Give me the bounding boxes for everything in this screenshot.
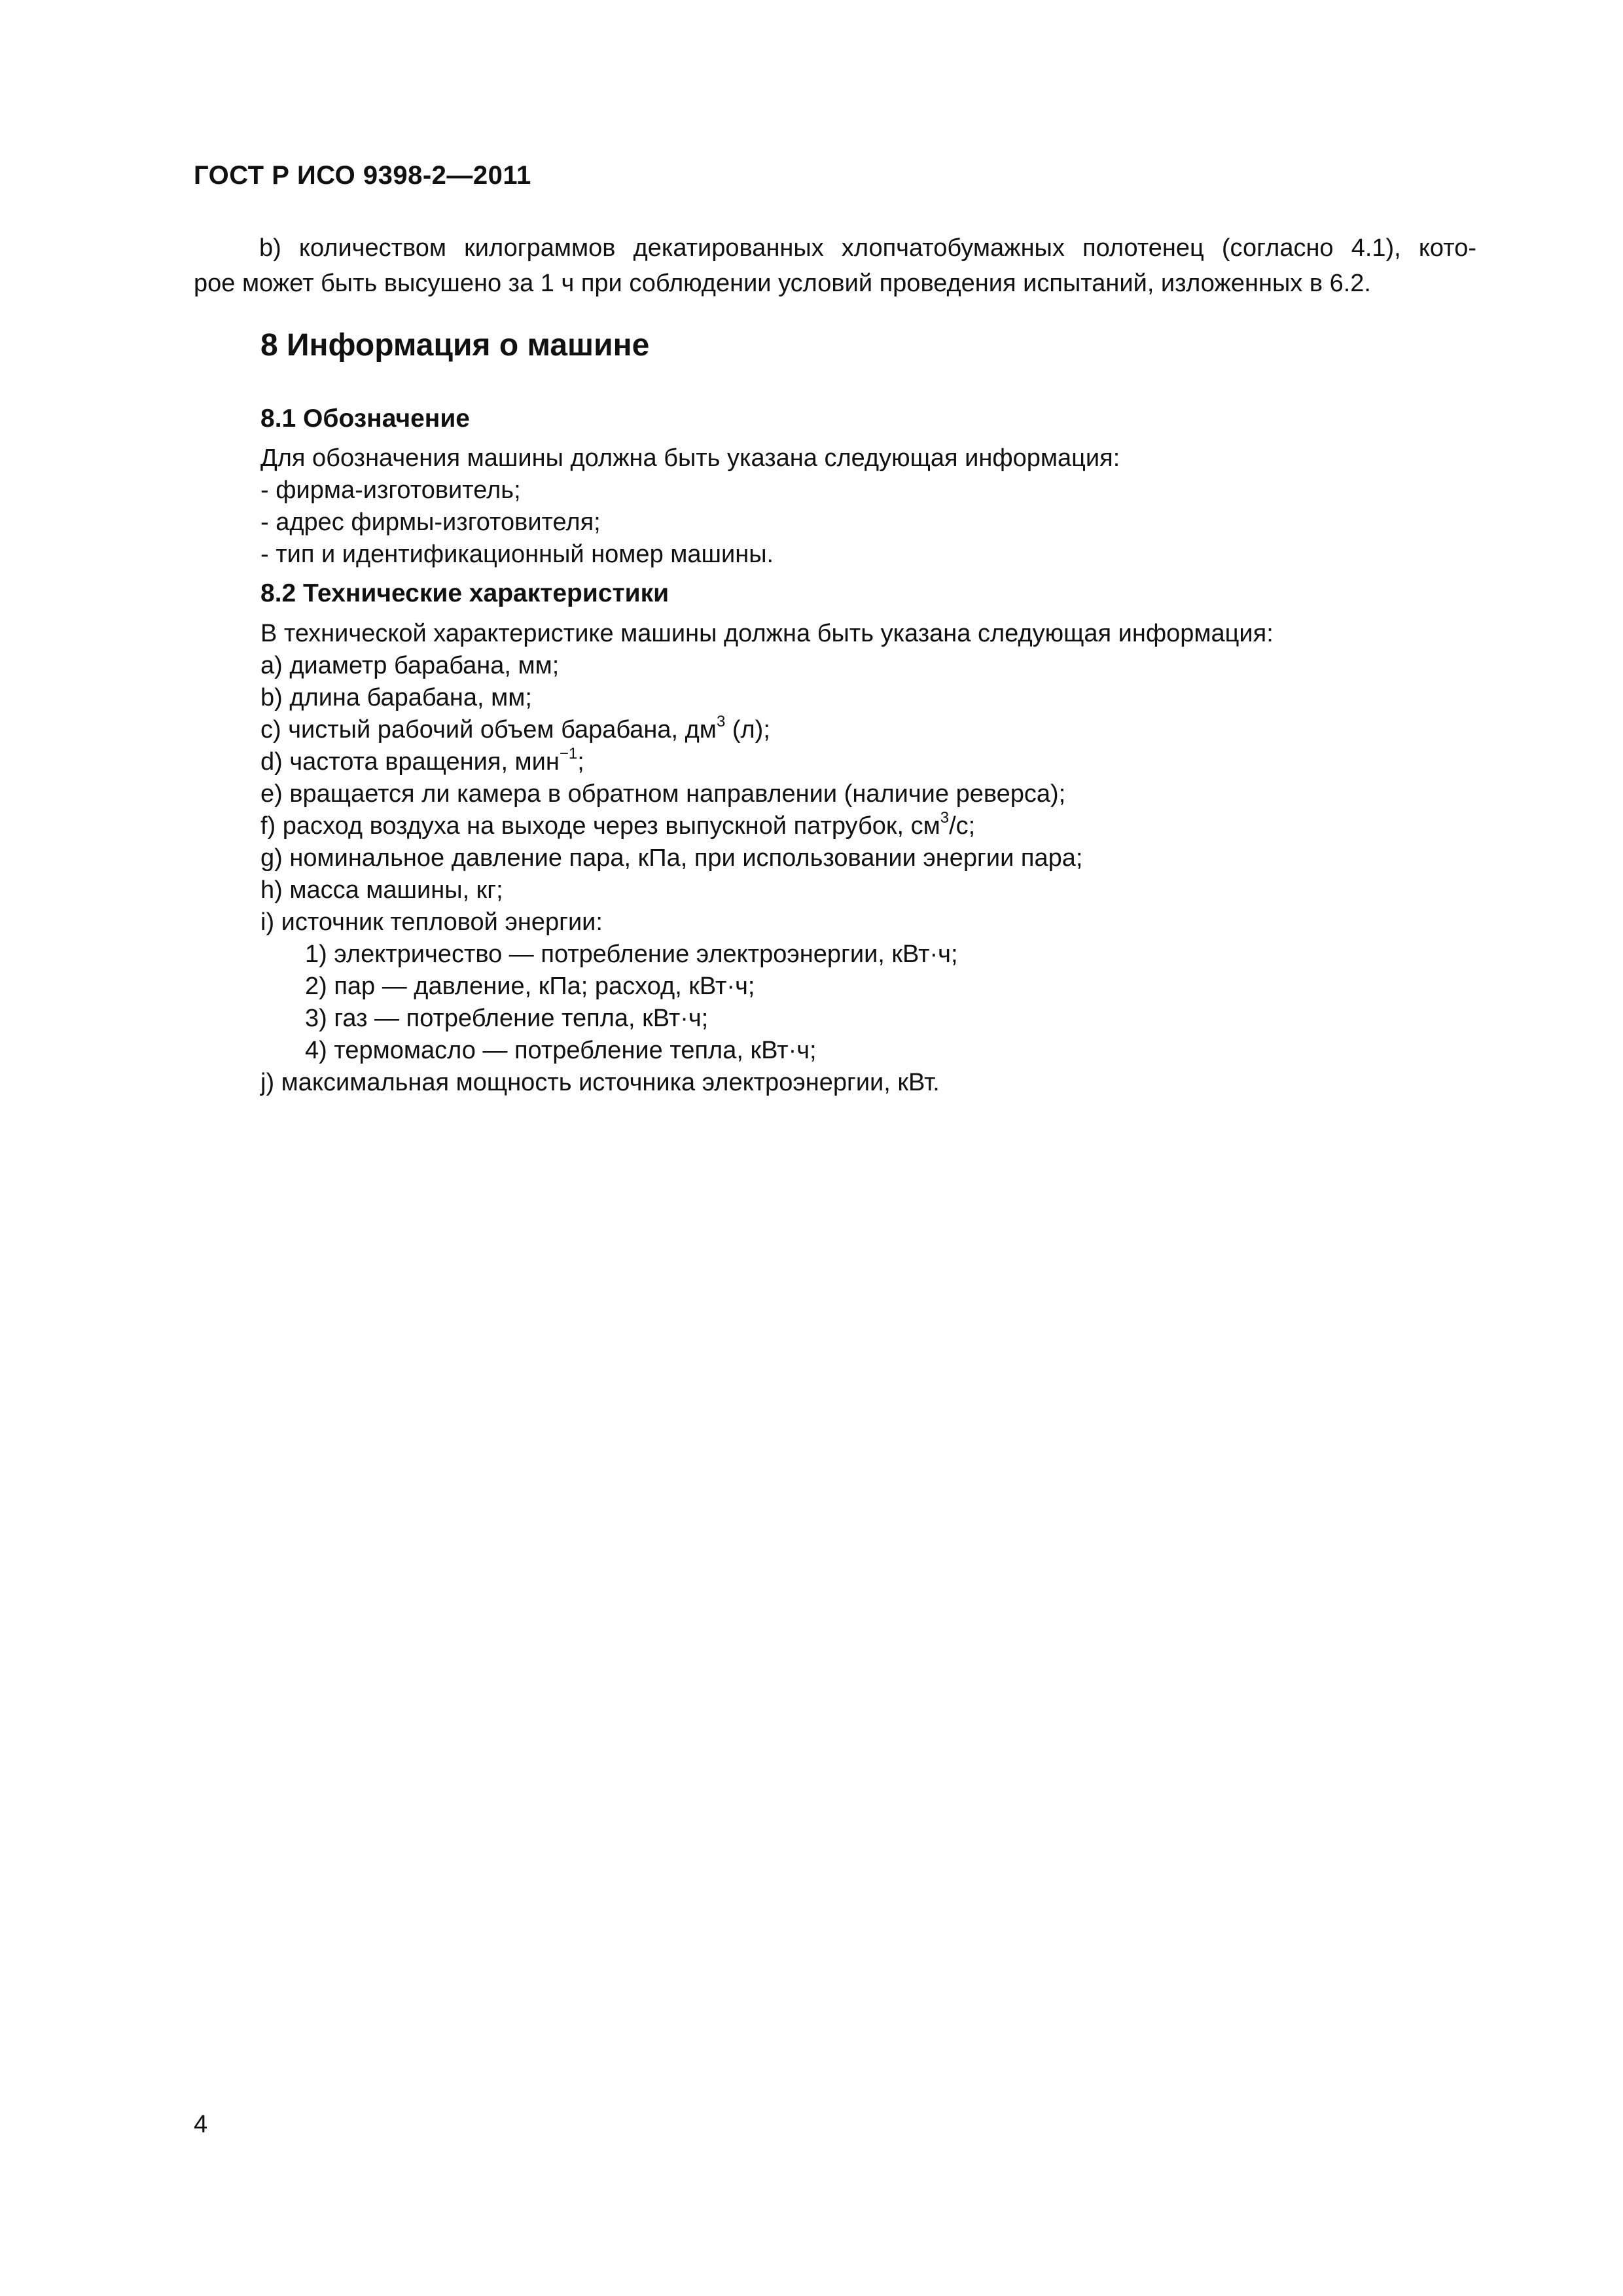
sub-list-item-2: 2) пар — давление, кПа; расход, кВт·ч; bbox=[305, 973, 755, 1000]
list-item-b: b) длина барабана, мм; bbox=[260, 684, 532, 711]
subsection-8-2-title: 8.2 Технические характеристики bbox=[260, 579, 669, 607]
sub-list-item-3: 3) газ — потребление тепла, кВт·ч; bbox=[305, 1005, 709, 1032]
subsection-8-1-lead: Для обозначения машины должна быть указана следующая информация: bbox=[260, 444, 1120, 472]
list-item-a: a) диаметр барабана, мм; bbox=[260, 652, 560, 679]
list-item: - фирма-изготовитель; bbox=[260, 476, 521, 504]
page-number: 4 bbox=[194, 2111, 208, 2138]
list-item: - тип и идентификационный номер машины. bbox=[260, 541, 774, 568]
list-item-d bbox=[260, 746, 1274, 778]
subsection-8-2-lead: В технической характеристике машины должна быть указана следующая информация: bbox=[260, 620, 1274, 647]
item-c-text: c) чистый рабочий объем барабана, дм bbox=[260, 716, 717, 744]
item-f-text: f) расход воздуха на выходе через выпускной патрубок, см bbox=[260, 812, 940, 840]
list-item-i: i) источник тепловой энергии: bbox=[260, 908, 603, 936]
intro-line-2: рое может быть высушено за 1 ч при соблюдении условий проведения испытаний, изложенных в 6.2. bbox=[194, 270, 1371, 297]
subsection-8-1-title: 8.1 Обозначение bbox=[260, 404, 470, 433]
list-item-j: j) максимальная мощность источника электроэнергии, кВт. bbox=[260, 1069, 940, 1096]
list-item-e: e) вращается ли камера в обратном направлении (наличие реверса); bbox=[260, 780, 1066, 808]
item-c-tail: (л); bbox=[725, 716, 770, 744]
intro-paragraph bbox=[194, 230, 1476, 301]
item-f-superscript: 3 bbox=[940, 809, 950, 827]
intro-line-1: b) количеством килограммов декатированных хлопчатобумажных полотенец (согласно 4.1), кото- bbox=[259, 234, 1476, 262]
sub-list-item-1: 1) электричество — потребление электроэнергии, кВт·ч; bbox=[305, 941, 958, 968]
sub-list-item-4: 4) термомасло — потребление тепла, кВт·ч; bbox=[305, 1037, 817, 1064]
standard-code-header: ГОСТ Р ИСО 9398-2—2011 bbox=[194, 161, 531, 190]
list-item-f bbox=[260, 810, 1274, 842]
item-d-text: d) частота вращения, мин bbox=[260, 748, 560, 776]
list-item-c bbox=[260, 714, 1274, 746]
item-d-tail: ; bbox=[577, 748, 584, 776]
list-item-g: g) номинальное давление пара, кПа, при использовании энергии пара; bbox=[260, 844, 1083, 872]
item-d-superscript: −1 bbox=[559, 745, 578, 763]
item-f-tail: /с; bbox=[949, 812, 976, 840]
section-8-title: 8 Информация о машине bbox=[260, 328, 650, 363]
list-item-h: h) масса машины, кг; bbox=[260, 876, 503, 904]
subsection-8-1-body bbox=[260, 442, 1120, 571]
item-c-superscript: 3 bbox=[716, 713, 726, 731]
subsection-8-2-body bbox=[260, 618, 1274, 1099]
list-item: - адрес фирмы-изготовителя; bbox=[260, 509, 601, 536]
